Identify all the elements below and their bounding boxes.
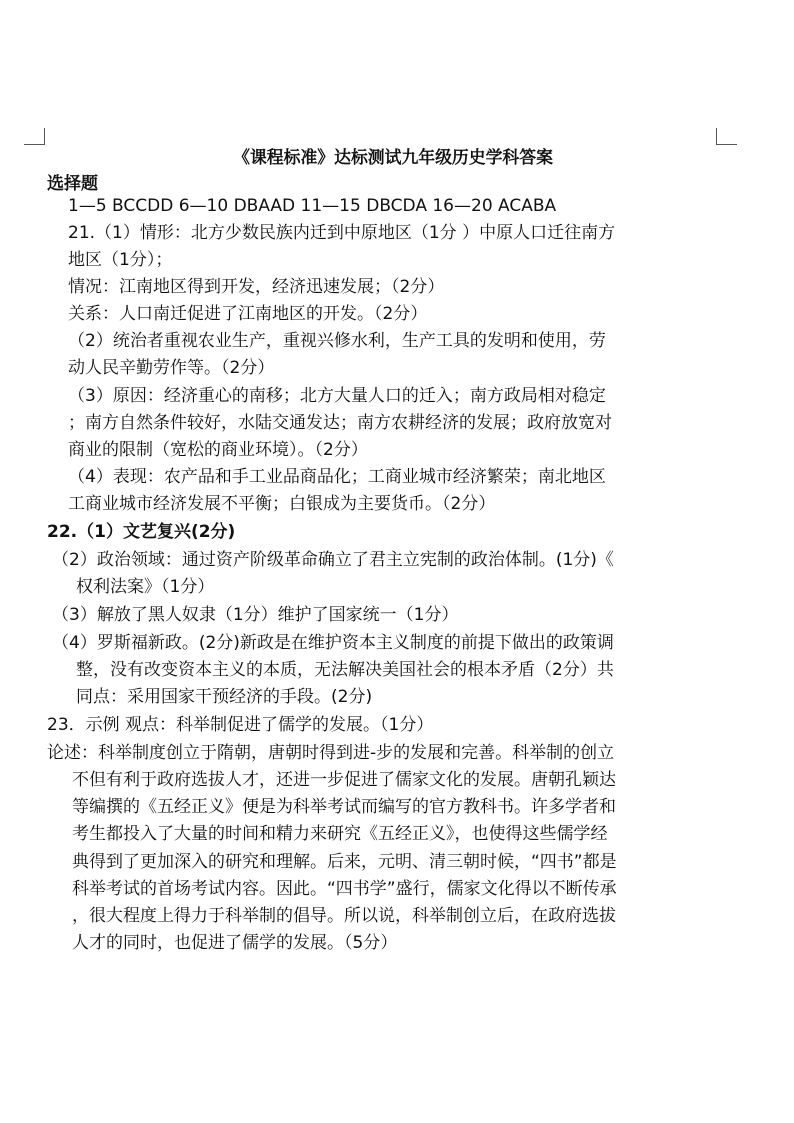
answer-line: （2）政治领域：通过资产阶级革命确立了君主立宪制的政治体制。(1分)《 bbox=[52, 550, 614, 570]
answer-line: 动人民辛勤劳作等。（2分） bbox=[68, 358, 275, 378]
answer-line: （4）表现：农产品和手工业品商品化；工商业城市经济繁荣；南北地区 bbox=[68, 467, 606, 487]
answer-line: ；南方自然条件较好，水陆交通发达；南方农耕经济的发展；政府放宽对 bbox=[68, 413, 612, 433]
question-23-heading: 23．示例 观点：科举制促进了儒学的发展。（1分） bbox=[47, 715, 434, 735]
answer-line: 21.（1）情形：北方少数民族内迁到中原地区（1分 ）中原人口迁往南方 bbox=[68, 223, 616, 243]
choice-answers: 1—5 BCCDD 6—10 DBAAD 11—15 DBCDA 16—20 ACABA bbox=[68, 196, 557, 216]
answer-line: 工商业城市经济发展不平衡；白银成为主要货币。（2分） bbox=[68, 494, 496, 514]
answer-line: 关系：人口南迁促进了江南地区的开发。（2分） bbox=[68, 304, 428, 324]
answer-line: 情况：江南地区得到开发，经济迅速发展；（2分） bbox=[68, 277, 445, 297]
answer-line: 商业的限制（宽松的商业环境）。（2分） bbox=[68, 440, 368, 460]
essay-line: ，很大程度上得力于科举制的倡导。所以说，科举制创立后，在政府选拔 bbox=[72, 906, 616, 926]
answer-line: 地区（1分）； bbox=[68, 250, 173, 270]
essay-line: 论述：科举制度创立于隋朝，唐朝时得到进-步的发展和完善。科举制的创立 bbox=[47, 743, 615, 763]
answer-line: （2）统治者重视农业生产，重视兴修水利，生产工具的发明和使用，劳 bbox=[68, 331, 606, 351]
crop-mark-top-right bbox=[716, 128, 737, 145]
question-22-heading: 22.（1）文艺复兴(2分) bbox=[47, 522, 236, 542]
answer-line: 同点：采用国家干预经济的手段。(2分) bbox=[76, 687, 373, 707]
document-title: 《课程标准》达标测试九年级历史学科答案 bbox=[233, 148, 553, 168]
answer-line: 权利法案》（1分） bbox=[76, 577, 215, 597]
essay-line: 科举考试的首场考试内容。因此。“四书学”盛行，儒家文化得以不断传承 bbox=[72, 879, 617, 899]
crop-mark-top-left bbox=[24, 128, 45, 145]
answer-line: 整，没有改变资本主义的本质，无法解决美国社会的根本矛盾（2分）共 bbox=[76, 660, 614, 680]
essay-line: 考生都投入了大量的时间和精力来研究《五经正义》，也使得这些儒学经 bbox=[72, 824, 608, 844]
essay-line: 等编撰的《五经正义》便是为科举考试而编写的官方教科书。许多学者和 bbox=[72, 797, 616, 817]
essay-line: 典得到了更加深入的研究和理解。后来，元明、清三朝时候，“四书”都是 bbox=[72, 852, 617, 872]
answer-line: （3）解放了黑人奴隶（1分）维护了国家统一（1分） bbox=[52, 605, 459, 625]
essay-line: 不但有利于政府选拔人才，还进一步促进了儒家文化的发展。唐朝孔颖达 bbox=[72, 770, 616, 790]
answer-line: （4）罗斯福新政。(2分)新政是在维护资本主义制度的前提下做出的政策调 bbox=[52, 633, 614, 653]
essay-line: 人才的同时，也促进了儒学的发展。（5分） bbox=[72, 933, 398, 953]
section-heading-choice: 选择题 bbox=[47, 174, 98, 194]
answer-line: （3）原因：经济重心的南移；北方大量人口的迁入；南方政局相对稳定 bbox=[68, 386, 606, 406]
